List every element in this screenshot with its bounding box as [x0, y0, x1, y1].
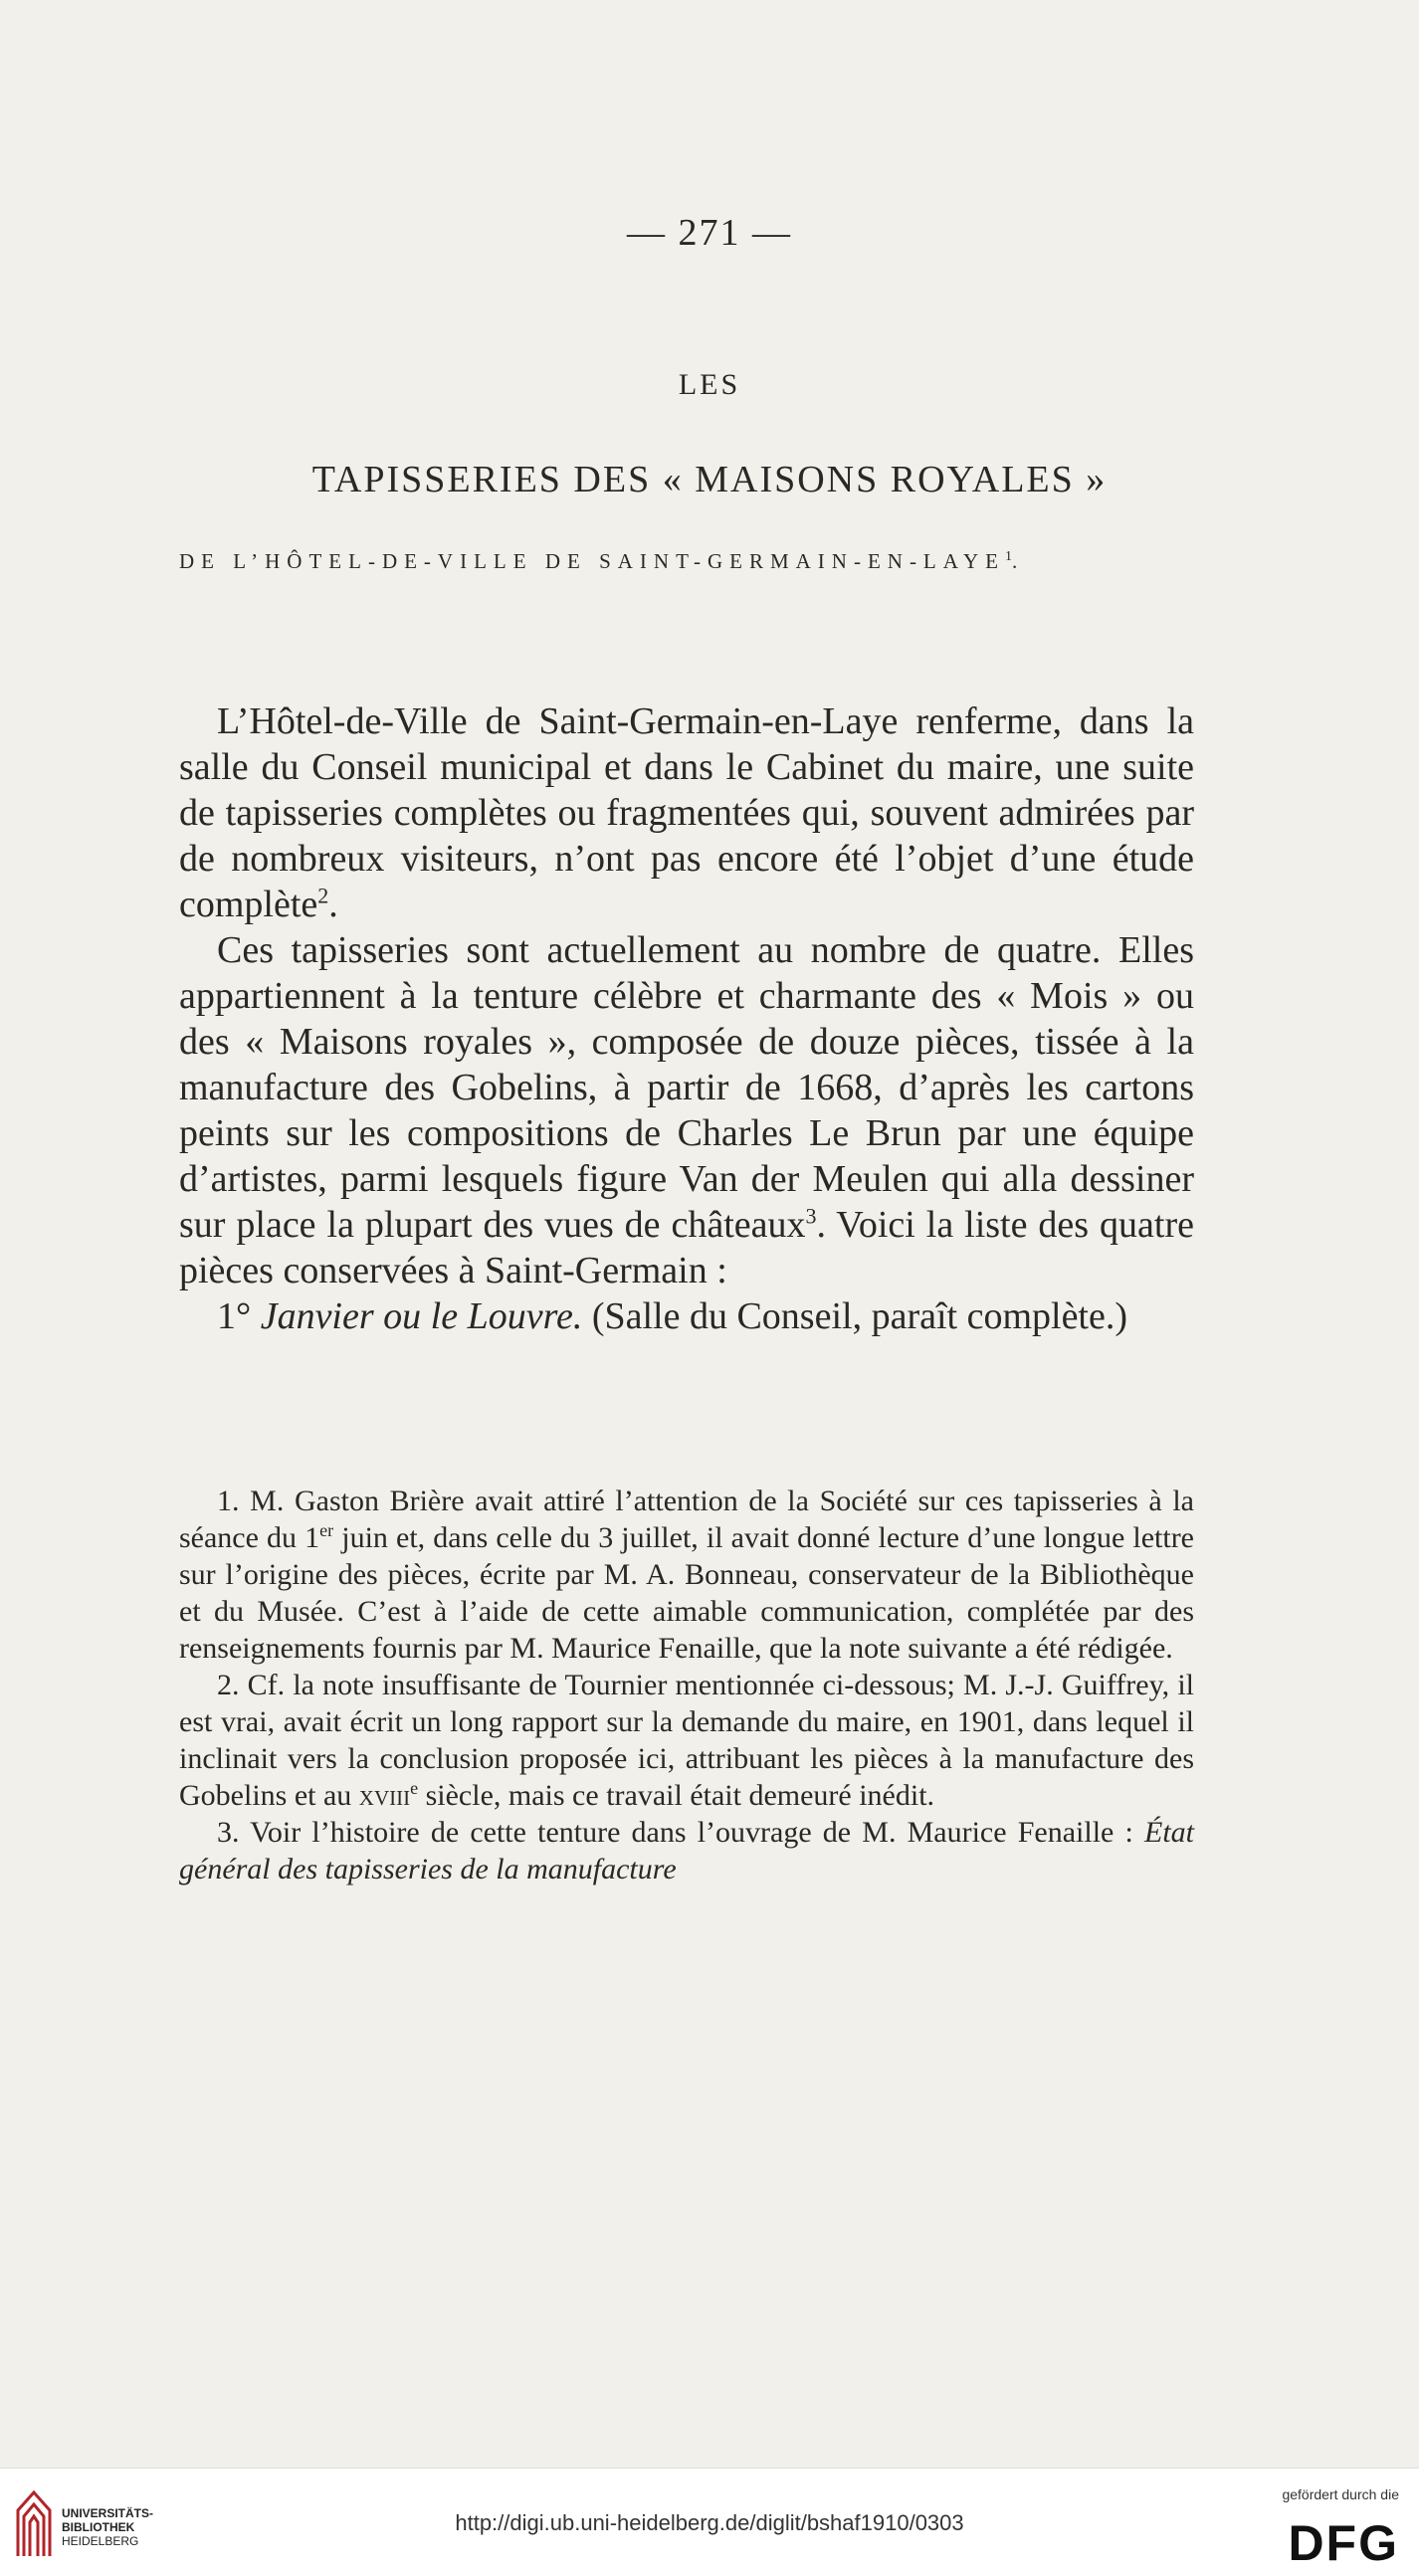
article-subtitle: [179, 549, 1194, 574]
paragraph-2-text-a: Ces tapisseries sont actuellement au nombre de quatre. Elles appartiennent à la tenture célèbre et charmante des « Mois » ou des « Maisons royales », composée de douze pièces, tissée à la manufacture des Gobelins, à partir de 1668, d’après les cartons peints sur les compositions de Charles Le Brun par une équipe d’artistes, parmi lesquels figure Van der Meulen qui alla dessiner sur place la plupart des vues de châteaux: [179, 929, 1194, 1246]
subtitle-text: DE L’HÔTEL-DE-VILLE DE SAINT-GERMAIN-EN-LAYE: [179, 549, 1005, 573]
footnote-ref-3: 3: [805, 1203, 817, 1229]
permalink-url[interactable]: http://digi.ub.uni-heidelberg.de/diglit/bshaf1910/0303: [455, 2510, 964, 2535]
paragraph-2-text-b: . Voici la liste des quatre pièces conservées à Saint-Germain :: [179, 1204, 1194, 1291]
page-number: — 271 —: [627, 212, 792, 254]
footnote-2: [179, 1667, 1194, 1814]
subtitle-period: .: [1012, 549, 1025, 573]
paragraph-1-text: L’Hôtel-de-Ville de Saint-Germain-en-Laye renferme, dans la salle du Conseil municipal et dans le Cabinet du maire, une suite de tapisseries complètes ou fragmentées qui, souvent admirées par de nombreux visiteurs, n’ont pas encore été l’objet d’une étude complète: [179, 700, 1194, 925]
footnote-2-text-a: 2. Cf. la note insuffisante de Tournier mentionnée ci-dessous; M. J.-J. Guiffrey, il est vrai, avait écrit un long rapport sur la demande du maire, en 1901, dans lequel il inclinait vers la conclusion proposée ici, attribuant les pièces à la manufacture des Gobelins et au: [179, 1669, 1194, 1812]
library-line-3: HEIDELBERG: [62, 2534, 139, 2548]
library-line-2: BIBLIOTHEK: [62, 2520, 135, 2534]
paragraph-1: [179, 698, 1194, 927]
library-line-1: UNIVERSITÄTS-: [62, 2506, 154, 2520]
footnote-2-text-b: siècle, mais ce travail était demeuré inédit.: [418, 1779, 935, 1812]
footnote-1-text-b: juin et, dans celle du 3 juillet, il avait donné lecture d’une longue lettre sur l’origine des pièces, écrite par M. A. Bonneau, conservateur de la Bibliothèque et du Musée. C’est à l’aide de cette aimable communication, complétée par des renseignements fournis par M. Maurice Fenaille, que la note suivante a été rédigée.: [179, 1521, 1194, 1665]
funding-caption: gefördert durch die: [1282, 2486, 1399, 2502]
footnotes: [179, 1483, 1194, 1887]
footnote-ref-1: 1: [1005, 549, 1012, 564]
footnote-2-century: xviii: [358, 1779, 411, 1812]
tapestry-title: Janvier ou le Louvre.: [260, 1295, 583, 1337]
footnote-3-text-a: 3. Voir l’histoire de cette tenture dans l’ouvrage de M. Maurice Fenaille :: [217, 1816, 1144, 1849]
paragraph-3: [179, 1293, 1194, 1339]
dfg-logo: DFG: [1288, 2515, 1399, 2571]
article-title: TAPISSERIES DES « MAISONS ROYALES »: [311, 459, 1108, 500]
paragraph-3-rest: (Salle du Conseil, paraît complète.): [582, 1295, 1128, 1337]
footnote-1-text-a: 1. M. Gaston Brière avait attiré l’attention de la Société sur ces tapisseries à la séance du 1: [179, 1485, 1194, 1554]
footnote-3: [179, 1814, 1194, 1887]
footnote-2-sup: e: [410, 1778, 419, 1798]
paragraph-1-end: .: [328, 884, 338, 925]
footnote-ref-2: 2: [317, 883, 329, 908]
heading-les: LES: [678, 368, 741, 401]
paragraph-2: [179, 927, 1194, 1293]
footnote-1-sup: er: [319, 1520, 334, 1540]
viewer-footer: [0, 2468, 1419, 2576]
body-text: [179, 698, 1194, 1339]
footnote-1: [179, 1483, 1194, 1667]
list-number: 1°: [217, 1295, 252, 1337]
footnote-3-italic: État général des tapisseries de la manufacture: [179, 1816, 1194, 1885]
